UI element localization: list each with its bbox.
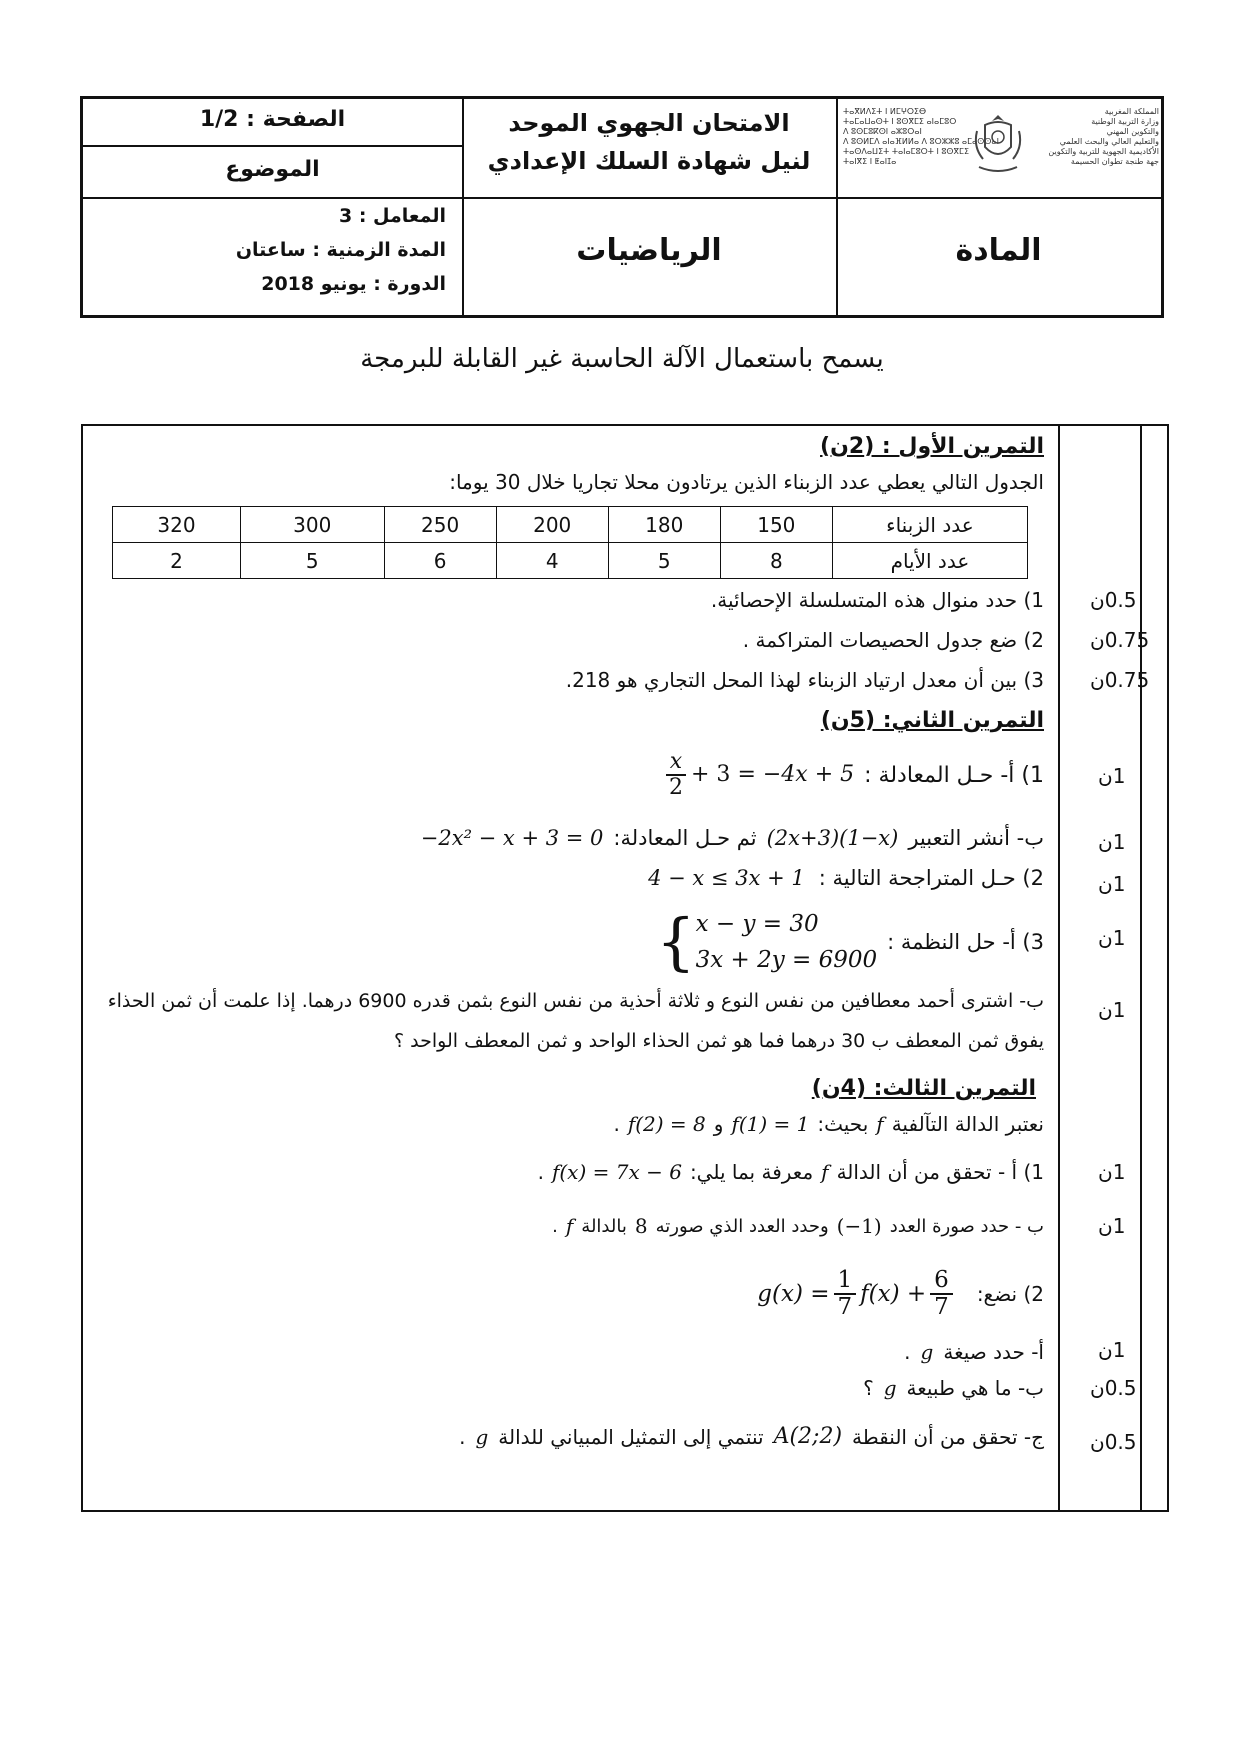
ex2-q1a: [661, 750, 1044, 800]
table-row: [113, 507, 1028, 543]
ex3-intro-text-b: بحيث:: [817, 1112, 869, 1136]
points: 1ن: [1098, 998, 1126, 1022]
ex2-q3b-line2: يفوق ثمن المعطف ب 30 درهما فما هو ثمن الحذاء الواحد و ثمن المعطف الواحد ؟: [394, 1030, 1044, 1052]
ex3-q2c-text-a: ج- تحقق من أن النقطة: [852, 1424, 1044, 1449]
function-f: f: [821, 1160, 829, 1184]
ex2-title: التمرين الثاني: (5ن): [820, 708, 1044, 733]
exam-header: [80, 96, 1164, 318]
system-of-equations: [656, 906, 877, 978]
equation-1: $\frac{x}{2}$ + 3 = −4x + 5: [661, 750, 854, 800]
condition-f2: f(2) = 8: [627, 1112, 706, 1136]
table-row-label: عدد الزبناء: [832, 507, 1027, 543]
ex3-q2-text: 2) نضع:: [976, 1282, 1044, 1307]
exam-title-line2: لنيل شهادة السلك الإعدادي: [487, 147, 811, 175]
tifinagh-text: ⵜⴰⴳⵍⴷⵉⵜ ⵏ ⵍⵎⵖⵔⵉⴱ ⵜⴰⵎⴰⵡⴰⵙⵜ ⵏ ⵓⵙⴳⵎⵉ ⴰⵏⴰⵎⵓⵔ ⴷ ⵓⵙⵎⵓⴽⵙⵏ ⴰⵣⵓⵔⴰⵏ ⴷ ⵓⵙⵍⵎⴷ ⴰⵏⴰⴼⵍⵍⴰ ⴷ ⵓⵔⵣⵣⵓ ⴰⵎⴰⵙⵙⴰⵏ ⵜⴰⵙⴷⴰⵡⵉⵜ ⵜⴰⵏⴰⵎⵓⵔⵜ ⵏ ⵓⵙⴳⵎⵉ ⵜⴰⵏⴳⵉ ⵏ ⵟⴰⵏⵊⴰ: [843, 107, 999, 166]
system-eq-2: 3x + 2y = 6900: [695, 947, 878, 973]
function-g: g: [475, 1424, 489, 1449]
table-cell: 320: [113, 507, 241, 543]
ex1-intro: الجدول التالي يعطي عدد الزبناء الذين يرتادون محلا تجاريا خلال 30 يوما:: [449, 470, 1044, 494]
points: 0.5ن: [1090, 1376, 1137, 1400]
points: 0.75ن: [1090, 628, 1150, 652]
ex1-table: [112, 506, 1028, 579]
point-A: A(2;2): [773, 1424, 843, 1449]
ex3-q1b: ب - حدد صورة العدد (−1) وحدد العدد الذي صورته 8 بالدالة f .: [552, 1214, 1044, 1238]
exam-title-line1: الامتحان الجهوي الموحد: [508, 109, 790, 137]
points: 1ن: [1098, 1338, 1126, 1362]
table-cell: 300: [240, 507, 384, 543]
points: 1ن: [1098, 872, 1126, 896]
ex3-q2c-text-b: تنتمي إلى التمثيل المبياني للدالة: [498, 1424, 764, 1449]
ex3-q1a: 1) أ - تحقق من أن الدالة f معرفة بما يلي: f(x) = 7x − 6 .: [537, 1160, 1044, 1184]
table-cell: 2: [113, 543, 241, 579]
inequality: 4 − x ≤ 3x + 1: [648, 866, 805, 890]
ex3-q2a: أ- حدد صيغة g .: [904, 1340, 1044, 1364]
brace-icon: {: [656, 905, 696, 978]
table-cell: 5: [240, 543, 384, 579]
number-8: 8: [634, 1214, 648, 1238]
ex3-q2b: ب- ما هي طبيعة g ؟: [863, 1376, 1044, 1400]
ex2-q3b-line1: ب- اشترى أحمد معطافين من نفس النوع و ثلاثة أحذية من نفس النوع بثمن قدره 6900 درهما. إذا علمت أن ثمن الحذاء: [107, 990, 1044, 1012]
page-number: الصفحة : 1/2: [199, 107, 346, 132]
ex3-q2b-text: ب- ما هي طبيعة: [906, 1376, 1044, 1400]
points: 0.5ن: [1090, 588, 1137, 612]
expression-expand: (2x+3)(1−x): [766, 826, 899, 850]
ex2-q1b: [421, 826, 1044, 850]
ex3-q2a-text: أ- حدد صيغة: [943, 1340, 1044, 1364]
ex3-q2c: ج- تحقق من أن النقطة A(2;2) تنتمي إلى التمثيل المبياني للدالة g .: [459, 1424, 1044, 1449]
ex3-q1b-text: ب - حدد صورة العدد: [889, 1215, 1044, 1237]
subject-name: الرياضيات: [576, 233, 722, 268]
ex2-q3a-text: 3) أ- حل النظمة :: [887, 930, 1044, 954]
ex2-q1a-text: 1) أ- حـل المعادلة :: [864, 762, 1044, 788]
points: 0.5ن: [1090, 1430, 1137, 1454]
points: 1ن: [1098, 1214, 1126, 1238]
ex2-q1b-text-a: ب- أنشر التعبير: [908, 826, 1044, 850]
table-row: [113, 543, 1028, 579]
points: 1ن: [1098, 764, 1126, 788]
ex1-q1: 1) حدد منوال هذه المتسلسلة الإحصائية.: [710, 588, 1044, 612]
session: الدورة : يونيو 2018: [261, 273, 446, 295]
ex3-intro: نعتبر الدالة التآلفية f بحيث: f(1) = 1 و f(2) = 8 .: [613, 1112, 1044, 1136]
ex3-q1b-text2: وحدد العدد الذي صورته: [655, 1215, 829, 1237]
ex1-title: التمرين الأول : (2ن): [820, 434, 1044, 459]
ex3-q2: [757, 1268, 1044, 1321]
ex2-q2: [648, 866, 1044, 890]
table-cell: 5: [608, 543, 720, 579]
table-row-label: عدد الأيام: [832, 543, 1027, 579]
ministry-seal-block: [843, 105, 1159, 191]
function-g: g: [883, 1376, 897, 1400]
points: 1ن: [1098, 830, 1126, 854]
table-cell: 250: [384, 507, 496, 543]
coefficient: المعامل : 3: [338, 205, 446, 227]
topic-label: الموضوع: [225, 157, 320, 182]
coat-of-arms-icon: [971, 111, 1025, 177]
ex1-q3: 3) بين أن معدل ارتياد الزبناء لهذا المحل التجاري هو 218.: [565, 668, 1044, 692]
function-f: f: [565, 1214, 574, 1238]
ex3-title: التمرين الثالث: (4ن): [811, 1076, 1036, 1101]
duration: المدة الزمنية : ساعتان: [235, 239, 446, 261]
function-f: f: [876, 1112, 884, 1136]
equation-quadratic: −2x² − x + 3 = 0: [420, 826, 604, 850]
ex2-q3a: [656, 906, 1044, 978]
number-neg1: (−1): [836, 1214, 882, 1238]
subject-label: المادة: [955, 233, 1042, 268]
ex3-q1a-text2: معرفة بما يلي:: [689, 1160, 814, 1184]
points: 1ن: [1098, 926, 1126, 950]
calculator-notice: يسمح باستعمال الآلة الحاسبة غير القابلة للبرمجة: [360, 344, 884, 374]
ministry-text: المملكة المغربية وزارة التربية الوطنية والتكوين المهني والتعليم العالي والبحث العلمي الأكاديمية الجهوية للتربية والتكوين جهة طنجة تطوان الحسيمة: [1048, 107, 1159, 166]
function-g: g: [920, 1340, 934, 1364]
ex3-q1a-text: 1) أ - تحقق من أن الدالة: [836, 1160, 1044, 1184]
condition-f1: f(1) = 1: [731, 1112, 810, 1136]
table-cell: 200: [496, 507, 608, 543]
table-cell: 8: [720, 543, 832, 579]
ex2-q2-text: 2) حـل المتراجحة التالية :: [818, 866, 1044, 890]
table-cell: 180: [608, 507, 720, 543]
function-definition: f(x) = 7x − 6: [551, 1160, 682, 1184]
ex3-q1b-text3: بالدالة: [581, 1215, 627, 1237]
table-cell: 6: [384, 543, 496, 579]
points: 1ن: [1098, 1160, 1126, 1184]
g-definition: g(x) = $\frac{1}{7}$ f(x) + $\frac{6}{7}$: [757, 1268, 957, 1321]
points: 0.75ن: [1090, 668, 1150, 692]
system-eq-1: x − y = 30: [695, 911, 819, 937]
ex3-intro-text-a: نعتبر الدالة التآلفية: [891, 1112, 1044, 1136]
ex1-q2: 2) ضع جدول الحصيصات المتراكمة .: [742, 628, 1044, 652]
ex3-intro-text-c: و: [713, 1112, 724, 1136]
ex2-q1b-text-b: ثم حـل المعادلة:: [613, 826, 757, 850]
table-cell: 150: [720, 507, 832, 543]
table-cell: 4: [496, 543, 608, 579]
